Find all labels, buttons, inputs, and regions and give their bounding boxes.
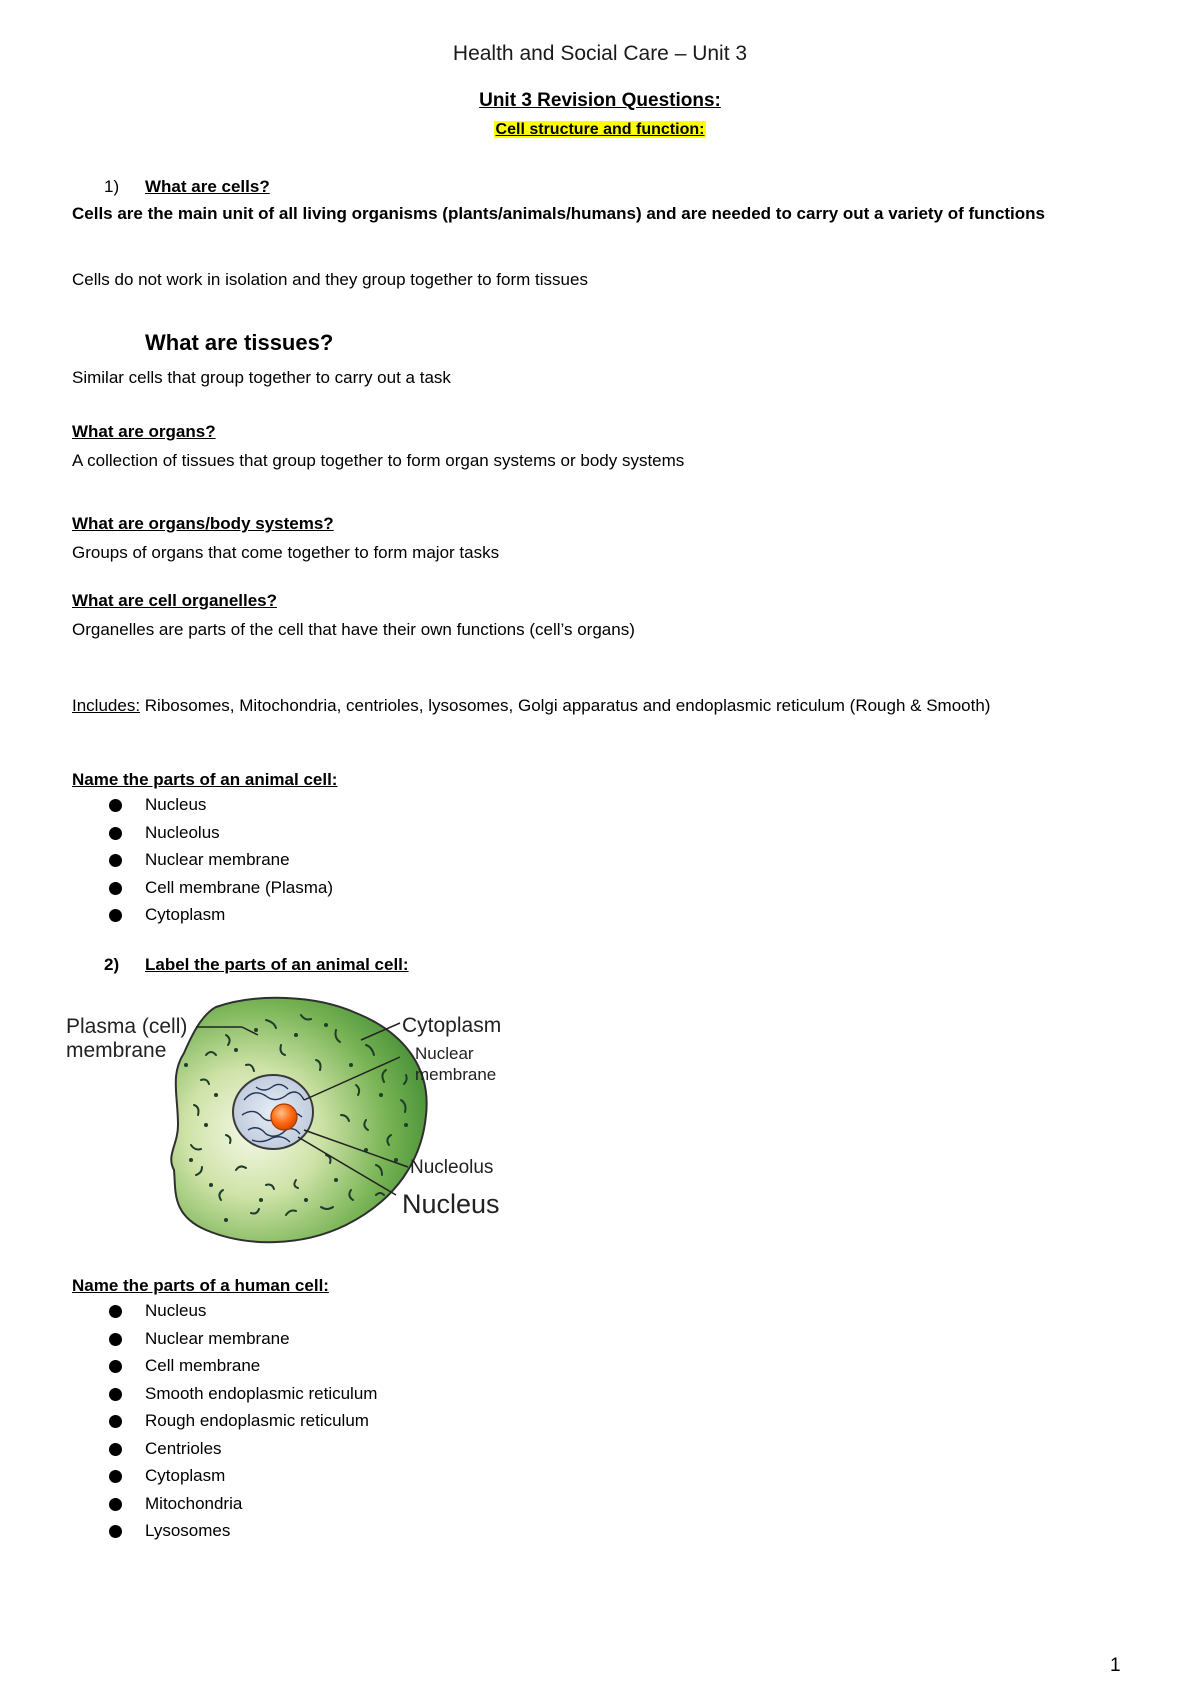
list-item: Smooth endoplasmic reticulum: [104, 1380, 377, 1408]
human-cell-heading: Name the parts of a human cell:: [72, 1276, 329, 1295]
list-item: Centrioles: [104, 1435, 377, 1463]
highlighted-subtitle: Cell structure and function:: [495, 121, 705, 138]
question-1-heading: What are cells?: [145, 177, 270, 196]
list-item: Nucleus: [104, 791, 333, 819]
list-item: Cell membrane: [104, 1352, 377, 1380]
list-item: Cell membrane (Plasma): [104, 874, 333, 902]
bullet-icon: [109, 854, 122, 867]
organelles-heading: What are cell organelles?: [72, 591, 278, 610]
animal-cell-heading: Name the parts of an animal cell:: [72, 770, 338, 789]
list-item: Nuclear membrane: [104, 1325, 377, 1353]
page-number: 1: [1110, 1655, 1121, 1676]
bullet-icon: [109, 1470, 122, 1483]
section-subtitle: [0, 121, 1200, 139]
bullet-icon: [109, 1388, 122, 1401]
label-nucleolus: Nucleolus: [410, 1157, 494, 1178]
label-nuclear-line2: membrane: [415, 1065, 497, 1084]
tissues-answer: Similar cells that group together to carry out a task: [72, 368, 451, 387]
bullet-icon: [109, 799, 122, 812]
systems-heading: What are organs/body systems?: [72, 514, 334, 533]
bullet-icon: [109, 882, 122, 895]
label-plasma-line2: membrane: [66, 1039, 167, 1062]
list-item: Mitochondria: [104, 1490, 377, 1518]
bullet-icon: [109, 909, 122, 922]
bullet-icon: [109, 1525, 122, 1538]
list-item: Rough endoplasmic reticulum: [104, 1407, 377, 1435]
bullet-icon: [109, 1305, 122, 1318]
bullet-icon: [109, 1415, 122, 1428]
bullet-icon: [109, 1443, 122, 1456]
organelles-answer: Organelles are parts of the cell that have their own functions (cell’s organs): [72, 620, 635, 639]
tissues-heading: What are tissues?: [145, 330, 334, 355]
bullet-icon: [109, 1333, 122, 1346]
list-item: Cytoplasm: [104, 1462, 377, 1490]
organelles-includes: [72, 692, 1127, 719]
label-cytoplasm: Cytoplasm: [402, 1014, 502, 1037]
bullet-icon: [109, 1498, 122, 1511]
page-title: Unit 3 Revision Questions:: [479, 90, 721, 111]
organs-answer: A collection of tissues that group together to form organ systems or body systems: [72, 451, 685, 470]
list-item: Cytoplasm: [104, 901, 333, 929]
question-1-number: 1): [104, 177, 120, 196]
bullet-icon: [109, 827, 122, 840]
animal-cell-diagram: [66, 985, 566, 1245]
list-item: Lysosomes: [104, 1517, 377, 1545]
cell-diagram-svg: [66, 985, 566, 1245]
list-item: Nuclear membrane: [104, 846, 333, 874]
list-item: Nucleus: [104, 1297, 377, 1325]
question-2-heading: Label the parts of an animal cell:: [145, 955, 409, 974]
question-2-number: 2): [104, 955, 120, 974]
includes-label: Includes:: [72, 696, 141, 715]
animal-cell-list: [104, 791, 333, 929]
page-header: Health and Social Care – Unit 3: [452, 42, 748, 65]
nucleolus-shape: [271, 1104, 297, 1130]
list-item: Nucleolus: [104, 819, 333, 847]
bullet-icon: [109, 1360, 122, 1373]
label-plasma-line1: Plasma (cell): [66, 1015, 188, 1038]
includes-text: Ribosomes, Mitochondria, centrioles, lysosomes, Golgi apparatus and endoplasmic reticulum (Rough & Smooth): [140, 696, 991, 715]
question-1-answer-2: Cells do not work in isolation and they group together to form tissues: [72, 270, 588, 289]
label-nucleus: Nucleus: [402, 1189, 500, 1219]
human-cell-list: [104, 1297, 377, 1545]
systems-answer: Groups of organs that come together to form major tasks: [72, 543, 500, 562]
organs-heading: What are organs?: [72, 422, 216, 441]
question-1-answer: Cells are the main unit of all living organisms (plants/animals/humans) and are needed to carry out a variety of functions: [72, 204, 1046, 223]
label-nuclear-line1: Nuclear: [415, 1044, 474, 1063]
